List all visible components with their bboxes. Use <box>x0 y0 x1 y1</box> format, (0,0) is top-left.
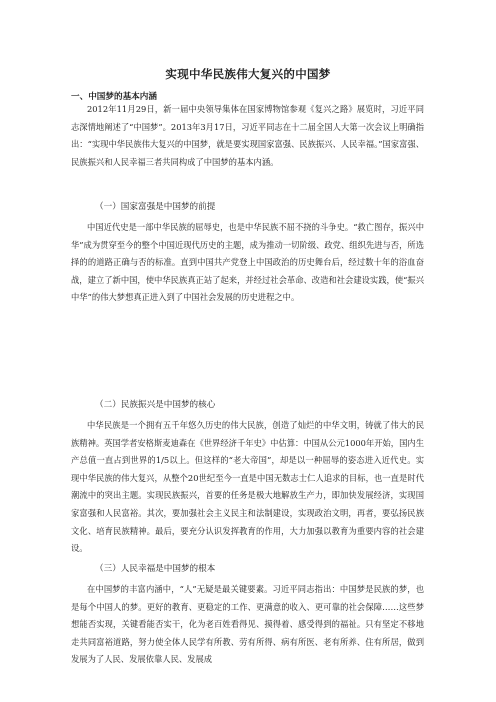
subsection-paragraph-2: 中华民族是一个拥有五千年悠久历史的伟大民族，创造了灿烂的中华文明，铸就了伟大的民族精神。英国学者安格斯麦迪森在《世界经济千年史》中估算：中国从公元1000年开始，国内生产总值一直占到世界的1/5以上。但这样的“老大帝国”，却是以一种屈辱的姿态进入近代史。实现中华民族的伟大复兴，从整个20世纪至今一直是中国无数志士仁人追求的目标，也一直是时代潮流中的突出主题。实现民族振兴，首要的任务是极大地解放生产力，即加快发展经济，实现国家富强和人民富裕。其次，要加强社会主义民主和法制建设，实现政治文明，再者，要弘扬民族文化、培育民族精神。最后，要充分认识发挥教育的作用，大力加强以教育为重要内容的社会建设。 <box>71 420 424 554</box>
subsection-paragraph-3: 在中国梦的丰富内涵中，“人”无疑是最关键要素。习近平同志指出：中国梦是民族的梦，也是每个中国人的梦。更好的教育、更稳定的工作、更满意的收入、更可靠的社会保障……这些梦想能否实现，关键看能否实干，化为老百姓看得见、摸得着、感受得到的福祉。只有坚定不移地走共同富裕道路，努力使全体人民学有所教、劳有所得、病有所医、老有所养、住有所居，做到发展为了人民、发展依靠人民、发展成 <box>71 584 424 665</box>
document-title: 实现中华民族伟大复兴的中国梦 <box>165 67 331 81</box>
subsection-paragraph-1: 中国近代史是一部中华民族的屈辱史，也是中华民族不屈不挠的斗争史。“救亡图存，振兴中华”成为贯穿至今的整个中国近现代历史的主题，成为推动一切阶级、政党、组织先进与否，所选择的的道路正确与否的标准。直到中国共产党登上中国政治的历史舞台后，经过数十年的浴血奋战，建立了新中国，使中华民族真正站了起来，并经过社会革命、改造和社会建设实践，使“振兴中华”的伟大梦想真正进入到了中国社会发展的历史进程之中。 <box>71 222 424 303</box>
subsection-heading-3: （三）人民幸福是中国梦的根本 <box>95 564 216 574</box>
subsection-heading-2: （二）民族振兴是中国梦的核心 <box>95 400 216 410</box>
section-heading: 一、中国梦的基本内涵 <box>71 92 157 102</box>
intro-paragraph: 2012年11月29日，新一届中央领导集体在国家博物馆参观《复兴之路》展览时，习近平同志深情地阐述了“中国梦”。2013年3月17日，习近平同志在十二届全国人大第一次会议上明确指出：“实现中华民族伟大复兴的中国梦，就是要实现国家富强、民族振兴、人民幸福。”国家富强、民族振兴和人民幸福三者共同构成了中国梦的基本内涵。 <box>71 104 424 167</box>
subsection-heading-1: （一）国家富强是中国梦的前提 <box>95 202 216 212</box>
